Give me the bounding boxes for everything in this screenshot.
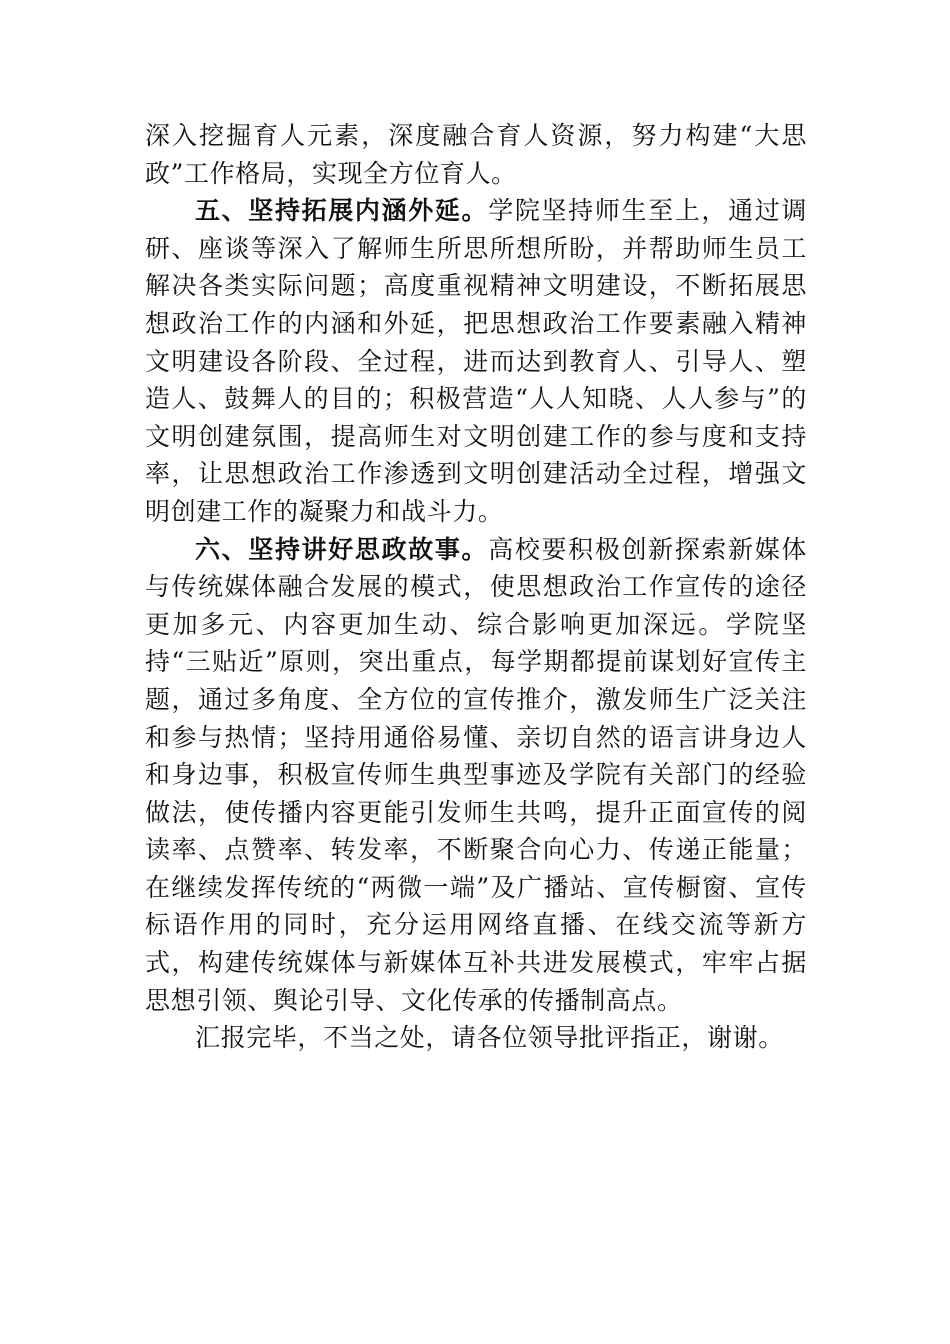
- document-body: [145, 117, 807, 1057]
- paragraph-text: 学院坚持师生至上，通过调研、座谈等深入了解师生所思所想所盼，并帮助师生员工解决各类实际问题；高度重视精神文明建设，不断拓展思想政治工作的内涵和外延，把思想政治工作要素融入精神文明建设各阶段、全过程，进而达到教育人、引导人、塑造人、鼓舞人的目的；积极营造“人人知晓、人人参与”的文明创建氛围，提高师生对文明创建工作的参与度和支持率，让思想政治工作渗透到文明创建活动全过程，增强文明创建工作的凝聚力和战斗力。: [145, 196, 807, 526]
- paragraph-text: 深入挖掘育人元素，深度融合育人资源，努力构建“大思政”工作格局，实现全方位育人。: [145, 121, 807, 188]
- paragraph-continuation: [145, 117, 807, 192]
- paragraph-closing: [145, 1019, 807, 1057]
- paragraph-section-five: [145, 192, 807, 530]
- section-heading-five: 五、坚持拓展内涵外延。: [195, 196, 489, 226]
- section-heading-six: 六、坚持讲好思政故事。: [195, 534, 489, 564]
- paragraph-text: 高校要积极创新探索新媒体与传统媒体融合发展的模式，使思想政治工作宣传的途径更加多元、内容更加生动、综合影响更加深远。学院坚持“三贴近”原则，突出重点，每学期都提前谋划好宣传主题，通过多角度、全方位的宣传推介，激发师生广泛关注和参与热情；坚持用通俗易懂、亲切自然的语言讲身边人和身边事，积极宣传师生典型事迹及学院有关部门的经验做法，使传播内容更能引发师生共鸣，提升正面宣传的阅读率、点赞率、转发率，不断聚合向心力、传递正能量；在继续发挥传统的“两微一端”及广播站、宣传橱窗、宣传标语作用的同时，充分运用网络直播、在线交流等新方式，构建传统媒体与新媒体互补共进发展模式，牢牢占据思想引领、舆论引导、文化传承的传播制高点。: [145, 534, 807, 1015]
- paragraph-section-six: [145, 531, 807, 1020]
- paragraph-text: 汇报完毕，不当之处，请各位领导批评指正，谢谢。: [195, 1023, 784, 1053]
